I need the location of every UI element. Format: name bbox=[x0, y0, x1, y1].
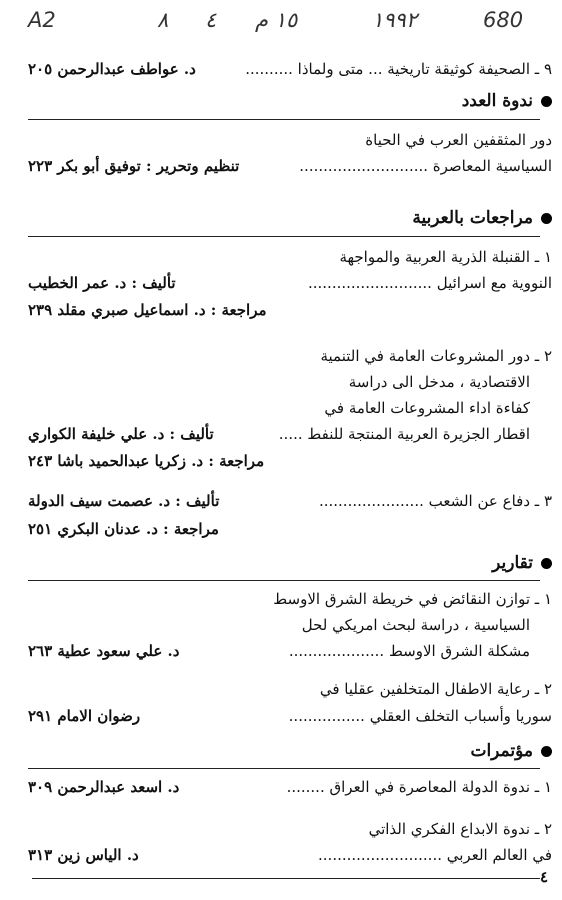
section-heading-taqarir: تقارير bbox=[492, 548, 552, 578]
bullet-icon bbox=[541, 558, 552, 569]
toc-entry: ٣ ـ دفاع عن الشعب ...................... تأليف : د. عصمت سيف الدولة bbox=[28, 492, 552, 510]
toc-entry bbox=[28, 56, 552, 82]
toc-review: مراجعة : د. عدنان البكري ٢٥١ bbox=[28, 520, 219, 538]
toc-line: ٢ ـ ندوة الابداع الفكري الذاتي bbox=[368, 820, 552, 838]
toc-line: الاقتصادية ، مدخل الى دراسة bbox=[348, 373, 530, 391]
bullet-icon bbox=[541, 96, 552, 107]
toc-line: ١ ـ القنبلة الذرية العربية والمواجهة bbox=[339, 248, 552, 266]
toc-review: مراجعة : د. زكريا عبدالحميد باشا ٢٤٣ bbox=[28, 452, 265, 470]
page-number: ٤ bbox=[539, 868, 548, 886]
toc-entry-author: د. عواطف عبدالرحمن ٢٠٥ bbox=[28, 60, 196, 78]
handwritten-note: ١٩٩٢ bbox=[372, 8, 418, 32]
footer-rule bbox=[32, 878, 540, 879]
handwritten-note: ١٥ م bbox=[255, 8, 298, 32]
toc-entry: النووية مع اسرائيل .......................... تأليف : د. عمر الخطيب bbox=[28, 274, 552, 292]
toc-line: كفاءة اداء المشروعات العامة في bbox=[324, 399, 530, 417]
bullet-icon bbox=[541, 746, 552, 757]
toc-entry: السياسية المعاصرة ........................... تنظيم وتحرير : توفيق أبو بكر ٢٢٣ bbox=[28, 157, 552, 175]
toc-line: دور المثقفين العرب في الحياة bbox=[365, 131, 552, 149]
handwritten-note: ٤ bbox=[205, 8, 217, 32]
handwritten-note: ٨ bbox=[157, 8, 169, 32]
toc-line: ٢ ـ رعاية الاطفال المتخلفين عقليا في bbox=[319, 680, 552, 698]
section-divider bbox=[28, 119, 540, 120]
toc-line: ٢ ـ دور المشروعات العامة في التنمية bbox=[320, 347, 552, 365]
toc-entry: ١ ـ ندوة الدولة المعاصرة في العراق ........ د. اسعد عبدالرحمن ٣٠٩ bbox=[28, 778, 552, 796]
toc-entry: في العالم العربي .......................... د. الياس زين ٣١٣ bbox=[28, 846, 552, 864]
bullet-icon bbox=[541, 213, 552, 224]
section-divider bbox=[28, 236, 540, 237]
section-divider bbox=[28, 580, 540, 581]
toc-entry: مشكلة الشرق الاوسط .................... د. علي سعود عطية ٢٦٣ bbox=[28, 642, 530, 660]
toc-line: ١ ـ توازن النقائض في خريطة الشرق الاوسط bbox=[273, 590, 552, 608]
handwritten-note: 680 bbox=[483, 8, 524, 32]
toc-review: مراجعة : د. اسماعيل صبري مقلد ٢٣٩ bbox=[28, 301, 267, 319]
section-heading-marajiat: مراجعات بالعربية bbox=[412, 203, 552, 233]
toc-entry: سوريا وأسباب التخلف العقلي ................ رضوان الامام ٢٩١ bbox=[28, 707, 552, 725]
toc-entry-title: ٩ ـ الصحيفة كوثيقة تاريخية ... متى ولماذا .......... bbox=[245, 60, 552, 78]
section-heading-nadwa: ندوة العدد bbox=[462, 86, 552, 116]
toc-entry: اقطار الجزيرة العربية المنتجة للنفط ..... تأليف : د. علي خليفة الكواري bbox=[28, 425, 530, 443]
section-heading-mutamarat: مؤتمرات bbox=[470, 736, 552, 766]
section-divider bbox=[28, 768, 540, 769]
handwritten-note: A2 bbox=[28, 8, 56, 32]
toc-line: السياسية ، دراسة لبحث امريكي لحل bbox=[301, 616, 530, 634]
